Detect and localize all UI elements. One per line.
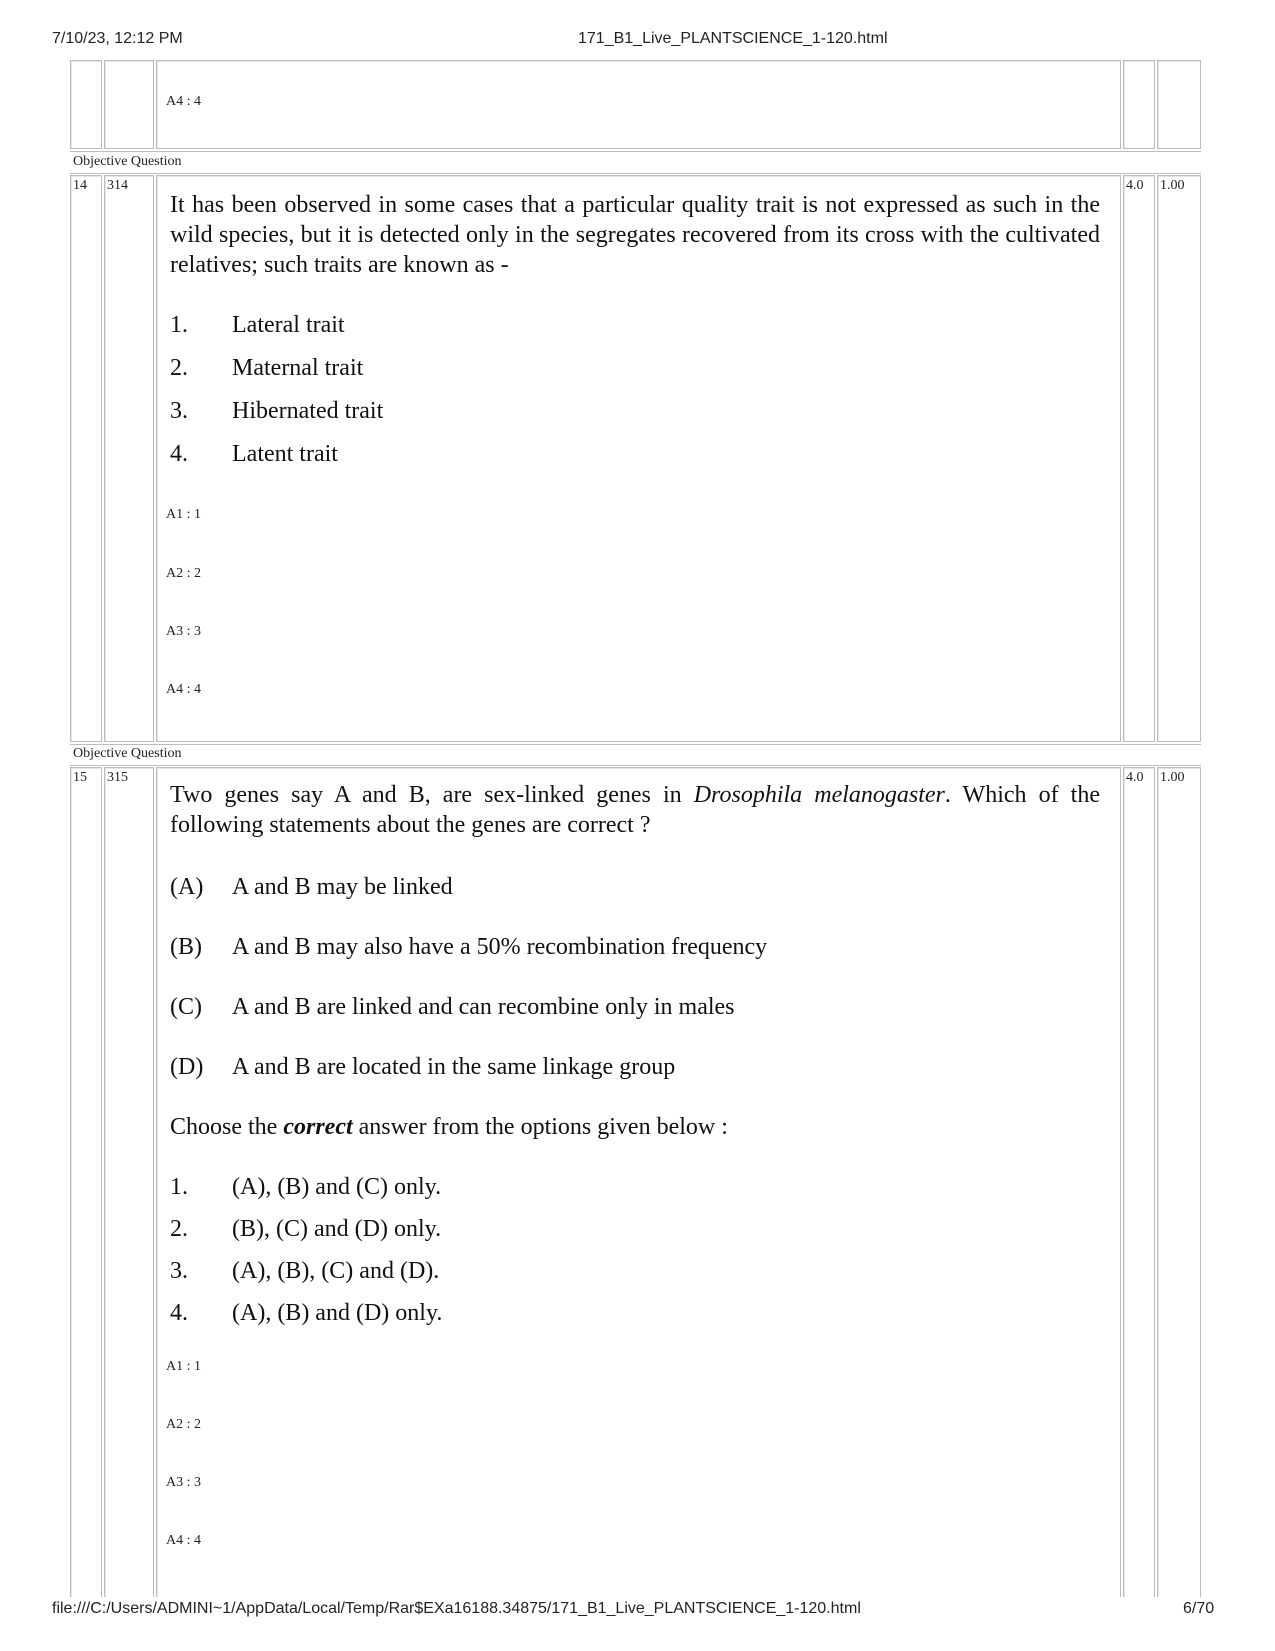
negative-marks-value: 1.00	[1160, 178, 1185, 193]
option-text: (A), (B), (C) and (D).	[232, 1258, 440, 1284]
statement-label: (C)	[170, 994, 202, 1020]
marks-cell	[1123, 175, 1155, 742]
answer-key-a4: A4 : 4	[166, 1533, 201, 1548]
option-text: Lateral trait	[232, 312, 345, 338]
answer-key-a3: A3 : 3	[166, 1475, 201, 1490]
option-text: (A), (B) and (D) only.	[232, 1300, 443, 1326]
marks-value: 4.0	[1126, 770, 1144, 785]
option-number: 1.	[170, 312, 188, 338]
type-divider	[70, 765, 1201, 766]
statement-text: A and B are linked and can recombine only in males	[232, 994, 735, 1020]
option-number: 3.	[170, 398, 188, 424]
option-number: 1.	[170, 1174, 188, 1200]
question-text-part: . Which of the following statements about the genes are correct ?	[170, 782, 1101, 838]
prev-sno-cell	[70, 60, 102, 149]
answer-key-a3: A3 : 3	[166, 624, 201, 639]
negative-marks-value: 1.00	[1160, 770, 1185, 785]
question-text: It has been observed in some cases that a particular quality trait is not expressed as such in the wild species, but it is detected only in the segregates recovered from its cross with the cultivated relatives; such traits are known as -	[170, 192, 1100, 278]
option-text: (A), (B) and (C) only.	[232, 1174, 442, 1200]
print-datetime: 7/10/23, 12:12 PM	[52, 30, 183, 47]
question-id: 315	[107, 770, 128, 785]
question-text-part: Two genes say A and B, are sex-linked genes in	[170, 782, 694, 808]
qid-cell	[104, 175, 154, 742]
answer-key-a1: A1 : 1	[166, 507, 201, 522]
type-divider	[70, 173, 1201, 174]
negative-marks-cell	[1157, 175, 1201, 742]
option-text: Latent trait	[232, 441, 338, 467]
negative-marks-cell	[1157, 767, 1201, 1597]
statement-label: (D)	[170, 1054, 204, 1080]
answer-key-a1: A1 : 1	[166, 1359, 201, 1374]
serial-number: 14	[73, 178, 87, 193]
print-page-number: 6/70	[1183, 1600, 1215, 1617]
question-id: 314	[107, 178, 128, 193]
statement-text: A and B may be linked	[232, 874, 453, 900]
serial-number: 15	[73, 770, 87, 785]
print-file-path: file:///C:/Users/ADMINI~1/AppData/Local/Temp/Rar$EXa16188.34875/171_B1_Live_PLANTSCIENCE_1-120.html	[52, 1600, 861, 1617]
option-text: Maternal trait	[232, 355, 364, 381]
answer-key-a4: A4 : 4	[166, 682, 201, 697]
question-type-label: Objective Question	[73, 154, 182, 169]
marks-cell	[1123, 767, 1155, 1597]
print-doc-title: 171_B1_Live_PLANTSCIENCE_1-120.html	[578, 30, 888, 47]
sno-cell	[70, 767, 102, 1597]
statement-label: (B)	[170, 934, 202, 960]
option-number: 3.	[170, 1258, 188, 1284]
choose-text-part: Choose the	[170, 1114, 284, 1140]
option-text: Hibernated trait	[232, 398, 384, 424]
qid-cell	[104, 767, 154, 1597]
statement-label: (A)	[170, 874, 204, 900]
type-divider	[70, 151, 1201, 152]
option-number: 2.	[170, 1216, 188, 1242]
statement-text: A and B may also have a 50% recombination frequency	[232, 934, 768, 960]
question-type-label: Objective Question	[73, 746, 182, 761]
question-text	[170, 780, 1100, 840]
choose-instruction	[170, 1112, 728, 1142]
marks-value: 4.0	[1126, 178, 1144, 193]
choose-emphasis: correct	[283, 1114, 353, 1140]
statement-text: A and B are located in the same linkage group	[232, 1054, 676, 1080]
type-divider	[70, 744, 1201, 745]
option-number: 4.	[170, 441, 188, 467]
sno-cell	[70, 175, 102, 742]
option-number: 2.	[170, 355, 188, 381]
prev-content-cell	[156, 60, 1121, 149]
option-text: (B), (C) and (D) only.	[232, 1216, 442, 1242]
prev-marks-cell	[1123, 60, 1155, 149]
answer-key-a2: A2 : 2	[166, 566, 201, 581]
prev-neg-cell	[1157, 60, 1201, 149]
option-number: 4.	[170, 1300, 188, 1326]
species-name: Drosophila melanogaster	[693, 782, 945, 808]
answer-key-a2: A2 : 2	[166, 1417, 201, 1432]
prev-qid-cell	[104, 60, 154, 149]
choose-text-part: answer from the options given below :	[352, 1114, 728, 1140]
prev-answer-a4: A4 : 4	[166, 94, 201, 109]
